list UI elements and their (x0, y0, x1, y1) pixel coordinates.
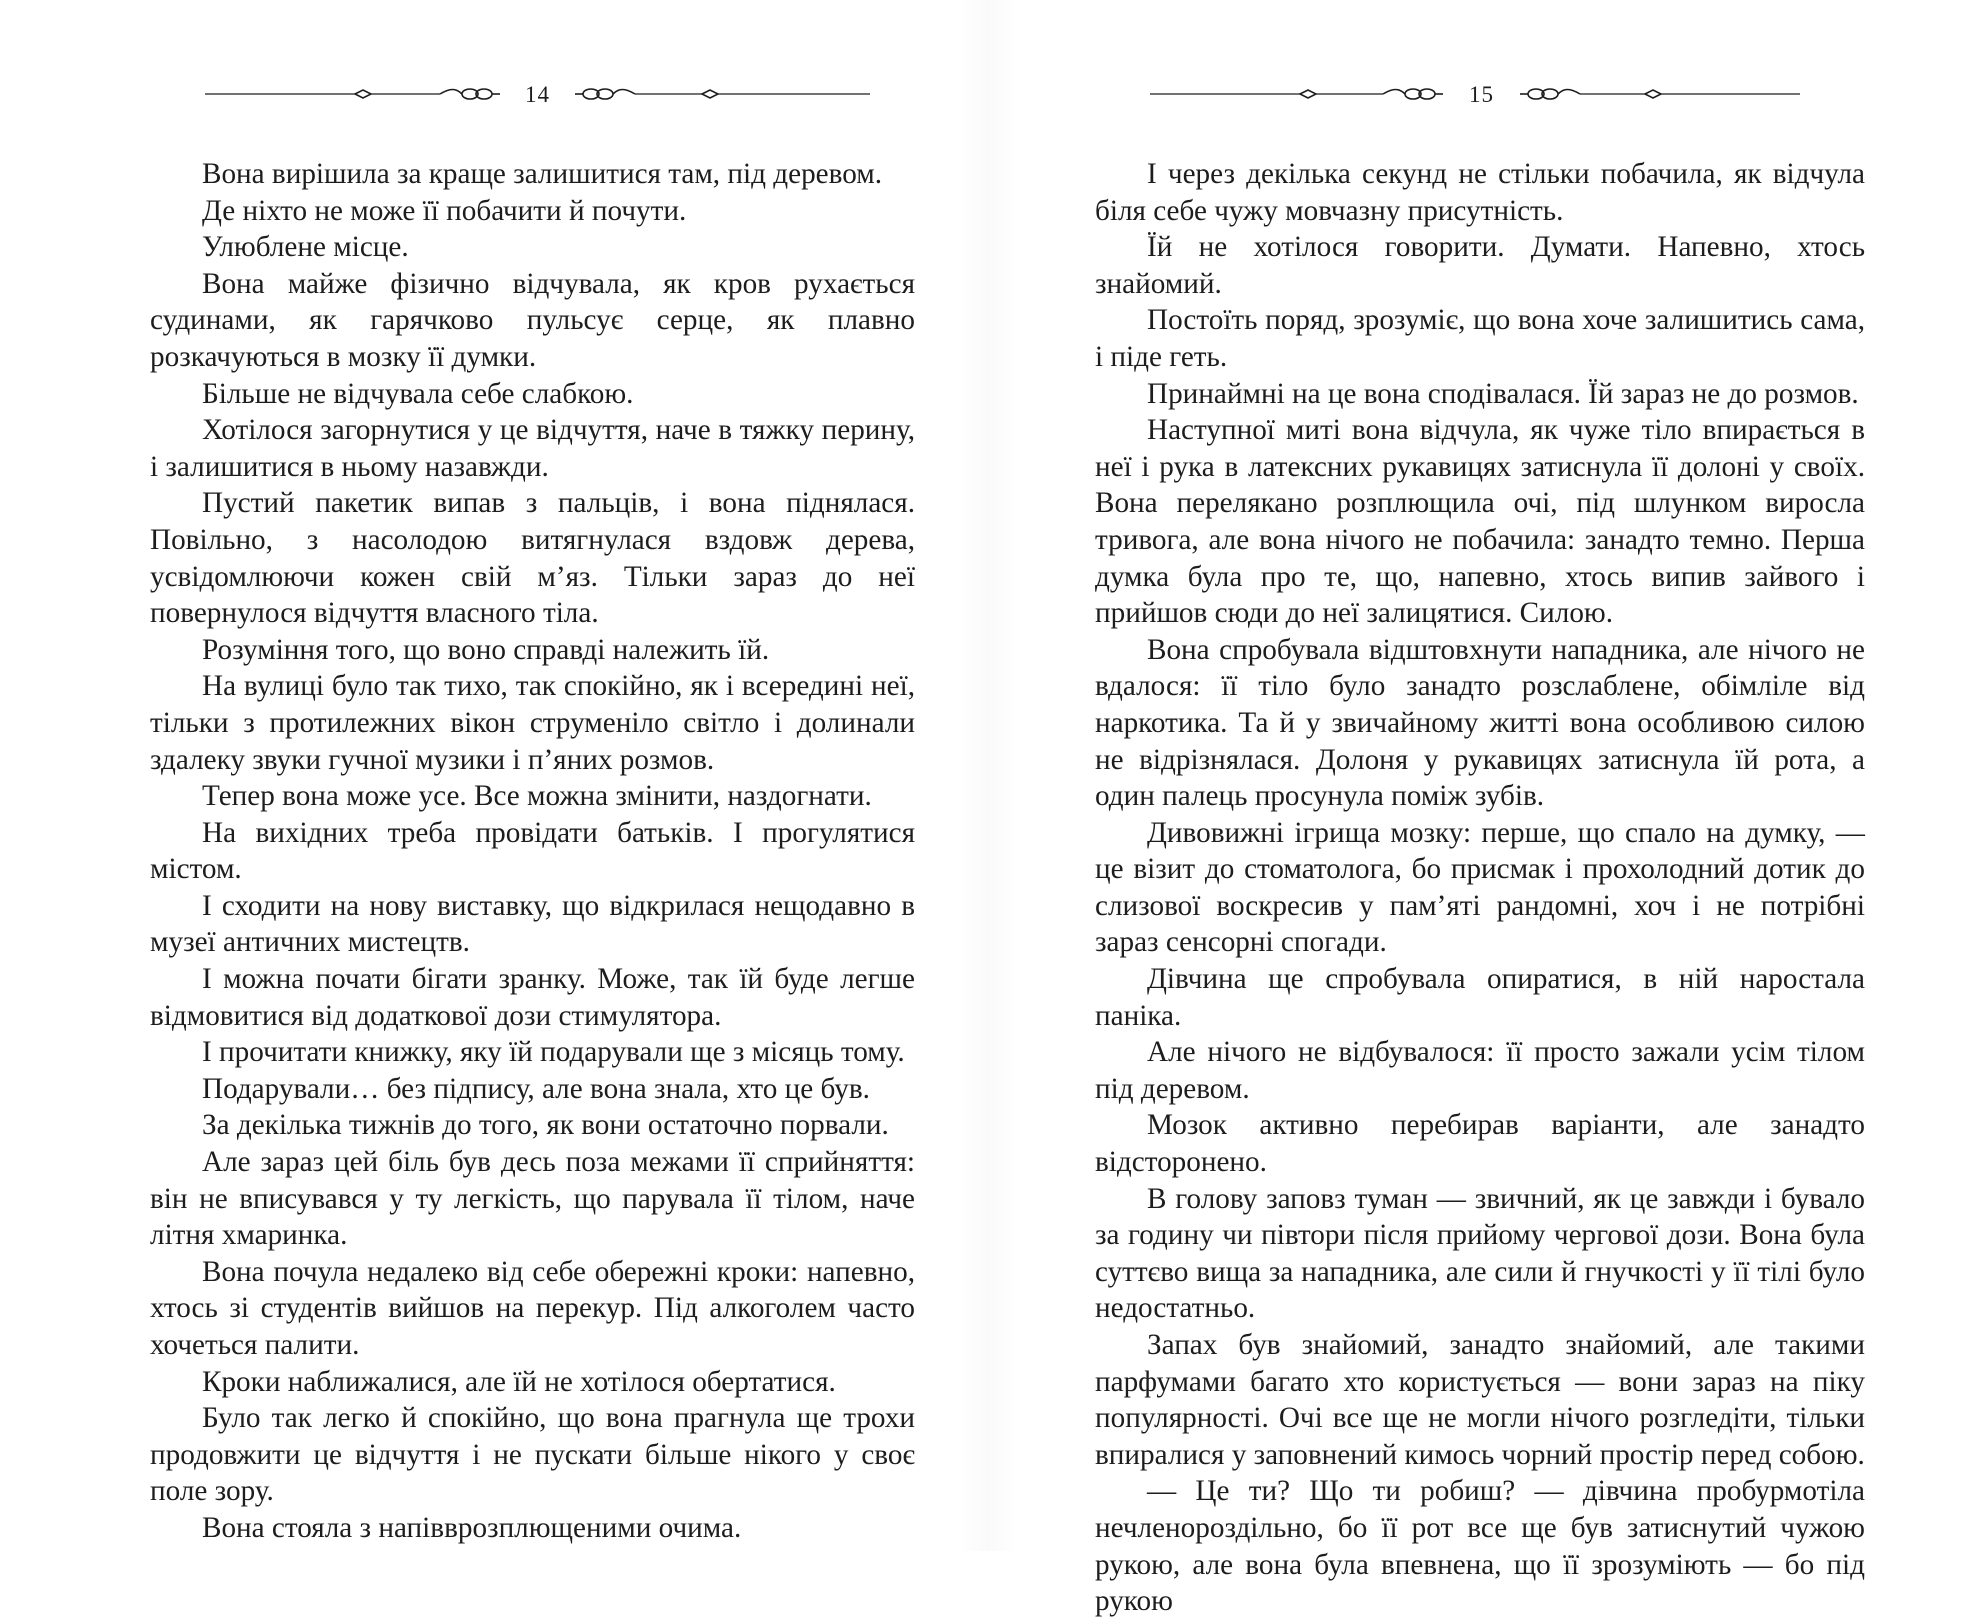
left-page-header (150, 76, 915, 116)
paragraph: На вулиці було так тихо, так спокійно, як і всередині неї, тільки з протилежних вікон струменіло світло і долинали здалеку звуки гучної музики і п’яних розмов. (150, 670, 915, 776)
paragraph: Було так легко й спокійно, що вона прагнула ще трохи продовжити це відчуття і не пускати більше нікого у своє поле зору. (150, 1402, 915, 1508)
book-gutter (955, 0, 1021, 1551)
right-page-body (1095, 156, 1865, 1620)
paragraph: Вона вирішила за краще залишитися там, під деревом. (202, 158, 883, 190)
paragraph: За декілька тижнів до того, як вони остаточно порвали. (202, 1109, 889, 1142)
paragraph: І сходити на нову виставку, що відкрилася нещодавно в музеї античних мистецтв. (150, 889, 915, 959)
right-page-header (1095, 76, 1865, 116)
paragraph: Вона почула недалеко від себе обережні кроки: напевно, хтось зі студентів вийшов на перекур. Під алкоголем часто хочеться палити. (150, 1255, 915, 1361)
paragraph: І прочитати книжку, яку їй подарували ще з місяць тому. (202, 1036, 905, 1069)
paragraph: Подарували… без підпису, але вона знала, хто це був. (202, 1072, 870, 1105)
paragraph: Де ніхто не може її побачити й почути. (202, 194, 687, 227)
paragraph: Принаймні на це вона сподівалася. Їй зараз не до розмов. (1147, 377, 1859, 410)
left-page-number: 14 (525, 82, 550, 107)
paragraph: Вона майже фізично відчувала, як кров рухається судинами, як гарячково пульсує серце, як плавно розкачуються в мозку її думки. (150, 267, 915, 373)
right-page (1095, 0, 1865, 1618)
paragraph: Наступної миті вона відчула, як чуже тіло впирається в неї і рука в латексних рукавицях затиснула її долоні у своїх. Вона перелякано розплющила очі, під шлунком виросла тривога, але вона нічого не побачила: занадто темно. Перша думка була про те, що, напевно, хтось випив зайвого і прийшов сюди до неї залицятися. Силою. (1095, 414, 1865, 630)
paragraph: Запах був знайомий, занадто знайомий, але такими парфумами багато хто користується — вони зараз на піку популярності. Очі все ще не могли нічого розгледіти, тільки впиралися у заповнений кимось чорний простір перед собою. (1095, 1329, 1865, 1471)
paragraph: В голову заповз туман — звичний, як це завжди і бувало за годину чи півтори після прийому чергової дози. Вона була суттєво вища за нападника, але сили й гнучкості у її тілі було недостатньо. (1095, 1182, 1865, 1325)
paragraph: Мозок активно перебирав варіанти, але занадто відсторонено. (1095, 1109, 1865, 1179)
paragraph: Дивовижні ігрища мозку: перше, що спало на думку, — це візит до стоматолога, бо присмак і прохолодний дотик до слизової воскресив у пам’яті рандомні, хоч і не потрібні зараз сенсорні спогади. (1095, 816, 1865, 959)
paragraph: І через декілька секунд не стільки побачила, як відчула біля себе чужу мовчазну присутність. (1095, 158, 1865, 227)
paragraph: — Це ти? Що ти робиш? — дівчина пробурмотіла нечленороздільно, бо її рот все ще був затиснутий чужою рукою, але вона була впевнена, що її зрозуміють — бо під рукою (1095, 1475, 1865, 1618)
paragraph: Більше не відчувала себе слабкою. (202, 377, 634, 410)
paragraph: І можна почати бігати зранку. Може, так їй буде легше відмовитися від додаткової дози стимулятора. (150, 963, 915, 1032)
paragraph: Постоїть поряд, зрозуміє, що вона хоче залишитись сама, і піде геть. (1095, 304, 1865, 373)
paragraph: Хотілося загорнутися у це відчуття, наче в тяжку перину, і залишитися в ньому назавжди. (150, 414, 915, 483)
right-page-number: 15 (1469, 82, 1494, 107)
left-page (150, 0, 915, 1551)
paragraph: Їй не хотілося говорити. Думати. Напевно, хтось знайомий. (1095, 231, 1865, 300)
paragraph: Улюблене місце. (202, 231, 409, 264)
paragraph: На вихідних треба провідати батьків. І прогулятися містом. (150, 816, 915, 886)
paragraph: Вона спробувала відштовхнути нападника, але нічого не вдалося: її тіло було занадто розслаблене, обімліле від наркотика. Та й у звичайному житті вона особливою силою не відрізнялася. Долоня у рукавицях затиснула їй рота, а один палець просунула поміж зубів. (1095, 633, 1865, 813)
paragraph: Пустий пакетик випав з пальців, і вона піднялася. Повільно, з насолодою витягнулася вздовж дерева, усвідомлюючи кожен свій м’яз. Тільки зараз до неї повернулося відчуття власного тіла. (150, 487, 915, 630)
paragraph: Вона стояла з напівврозплющеними очима. (202, 1511, 742, 1544)
paragraph: Кроки наближалися, але їй не хотілося обертатися. (202, 1365, 836, 1398)
paragraph: Але зараз цей біль був десь поза межами її сприйняття: він не вписувався у ту легкість, що парувала її тілом, наче літня хмаринка. (150, 1146, 915, 1252)
paragraph: Тепер вона може усе. Все можна змінити, наздогнати. (202, 780, 872, 813)
paragraph: Дівчина ще спробувала опиратися, в ній наростала паніка. (1095, 963, 1865, 1032)
left-page-body (150, 156, 915, 1547)
paragraph: Розуміння того, що воно справді належить їй. (202, 633, 770, 666)
paragraph: Але нічого не відбувалося: її просто зажали усім тілом під деревом. (1095, 1036, 1865, 1105)
